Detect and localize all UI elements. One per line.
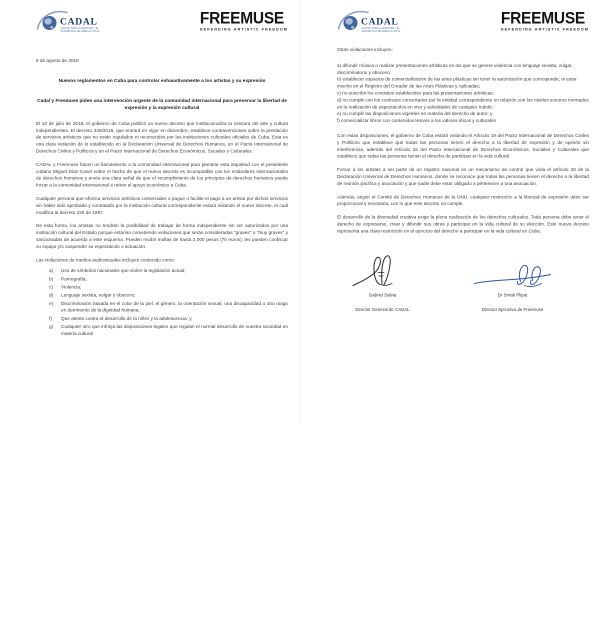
signer-title: Director Ejecutivo de Freemuse <box>481 307 544 313</box>
document-page-1 <box>0 0 300 424</box>
paragraph: De esta forma, los artistas no tendrán la posibilidad de trabajar de forma independiente sin ser autorizados por una institución cultural del Estado porque estarían cometiendo violaciones que serán consideradas "graves" o "muy graves" y sancionadas de acuerdo a este esquema. Pueden recibir multas de hasta 2,000 pesos (70 euros), les pueden confiscar su equipo y/o suspender su espectáculo o actuación. <box>36 222 288 249</box>
audiovisual-violations-list <box>36 267 288 337</box>
paragraph: Además, según el Comité de Derechos Humanos de la ONU, cualquier restricción a la libertad de expresión debe ser proporcional y necesaria, con lo que este decreto no cumple. <box>337 193 589 207</box>
freemuse-logo <box>500 8 589 33</box>
freemuse-logo <box>199 8 288 33</box>
list-item: c) Violencia; <box>49 283 82 290</box>
freemuse-wordmark: FREEMUSE <box>199 8 284 28</box>
cadal-logo-icon <box>36 8 111 38</box>
cadal-logo-icon <box>337 8 412 38</box>
cadal-logo <box>36 8 111 40</box>
freemuse-wordmark: FREEMUSE <box>500 8 585 28</box>
list-item: a) Uso de símbolos nacionales que violen la legislación actual; <box>49 267 186 274</box>
subheadline: Cadal y Freemuse piden una intervención urgente de la comunidad internacional para preservar la libertad de expresión y la expresión cultural <box>37 97 287 111</box>
svg-text:CENTRO PARA LA APERTURA Y EL: CENTRO PARA LA APERTURA Y EL <box>361 28 400 30</box>
list-item: e) no cumplir las disposiciones vigentes en materia del derecho de autor; y <box>337 110 493 117</box>
freemuse-tagline: DEFENDING ARTISTIC FREEDOM <box>500 27 589 32</box>
svg-text:CENTRO PARA LA APERTURA Y EL: CENTRO PARA LA APERTURA Y EL <box>60 28 99 30</box>
list-item: f) Que atente contra el desarrollo de la niñez y la adolescencia; y <box>49 315 192 321</box>
document-date: 6 de agosto de 2018 <box>36 57 79 63</box>
violations-list-intro: Las violaciones de medios audiovisuales incluyen contenido como: <box>36 256 175 263</box>
page2-header <box>337 8 589 38</box>
signature-cadal <box>340 251 425 313</box>
signer-name: Dr Srirak Plipat <box>497 292 528 298</box>
list-item: d) no cumplir con los contratos concertados por la entidad correspondiente en relación con los niveles sonoros normados en la realización de espectáculos en vivo y actividades de cualquier índole; <box>337 96 589 110</box>
headline: Nuevos reglamentos en Cuba para controlar exhaustivamente a los artistas y su expresión <box>58 77 266 84</box>
srirak-plipat-signature-icon <box>465 251 560 290</box>
list-item: a) difundir música o realizar presentaciones artísticas en las que se genere violencia con lenguaje sexista, vulgar, discriminatorio y obsceno; <box>337 62 573 75</box>
paragraph: Forzar a los artistas a ser parte de un registro nacional es un mecanismo de control que viola el artículo 20 de la Declaración Universal de Derechos Humanos, donde se reconoce que todas las personas tienen el derecho a la libertad de reunión pacífica y asociación y que nadie debe estar obligado a pertenecer a una asociación. <box>337 166 589 186</box>
signer-title: Director General de CADAL <box>355 307 410 313</box>
svg-text:DESARROLLO DE AMÉRICA LATINA: DESARROLLO DE AMÉRICA LATINA <box>60 31 100 33</box>
list-item: g) Cualquier otro que infrinja las disposiciones legales que regulan el normal desarrollo de nuestra sociedad en materia cultural <box>49 323 288 336</box>
list-item: c) no suscribir los contratos establecidos para las presentaciones artísticas; <box>337 89 494 96</box>
signature-block <box>337 251 589 313</box>
signature-freemuse <box>465 251 560 313</box>
document-page-2 <box>300 0 600 424</box>
gabriel-salvia-signature-icon <box>340 251 425 290</box>
paragraph: CADAL y Freemuse hacen un llamamiento a la comunidad internacional para plantear esta inquietud con el presidente cubano Miguel Díaz-Canel sobre el hecho de que el nuevo decreto es incompatible con los estándares internacionales de derechos humanos y envía una clara señal de que el incumplimiento de los principios de derechos humanos puede forzar a la comunidad internacional a retirar el apoyo económico a Cuba. <box>36 161 288 188</box>
paragraph: El desarrollo de la diversidad creativa exige la plena realización de los derechos culturales. Toda persona debe tener el derecho de expresarse, crear y difundir sus obras y participar en la vida cultural de su elección. Este nuevo decreto representa una clara restricción en el ejercicio del derecho a participar en la vida cultural en Cuba. <box>337 214 589 234</box>
paragraph: Cualquier persona que ofrezca servicios artísticos comerciales o pague o facilite el pago a un artista por dichos servicios sin haber sido aprobado y contratado por la institución cultural correspondiente estará violando el nuevo decreto, el cual modifica al decreto 226 de 1997. <box>36 195 288 215</box>
list-item: e) Discriminación basada en el color de la piel, el género, la orientación sexual, una discapacidad u otro rasgo en detrimento de la dignidad humana; <box>49 300 288 313</box>
svg-text:CADAL: CADAL <box>361 17 399 28</box>
paragraph: Con estas disposiciones, el gobierno de Cuba estará violando el Artículo 19 del Pacto Internacional de Derechos Civiles y Políticos que establece que todas las personas tienen el derecho a la libertad de expresión y de opinión sin interferencia, además del Artículo 15 del Pacto Internacional de Derechos Económicos, Sociales y Culturales que establece que todas las personas tienen el derecho de participar en la vida cultural. <box>337 132 589 159</box>
list-item: b) establecer espacios de comercialización de las artes plásticas sin tener la autorización que corresponde, ni estar inscrito en el Registro del Creador de las Artes Plásticas y Aplicadas; <box>337 76 577 89</box>
page1-header <box>36 8 288 38</box>
freemuse-tagline: DEFENDING ARTISTIC FREEDOM <box>199 27 288 32</box>
svg-text:CADAL: CADAL <box>60 17 98 28</box>
cadal-logo <box>337 8 412 40</box>
list-item: b) Pornografía; <box>49 275 87 282</box>
paragraph: El 10 de julio de 2018, el gobierno de Cuba publicó un nuevo decreto que institucionaliza la censura del arte y cultura independientes. El decreto 349/2018, que entrará en vigor en diciembre, establece contravenciones sobre la prestación de servicios artísticos que no están regulados ni reconocidos por las instituciones culturales oficiales de Cuba. Esta es una clara violación de lo establecido en la Declaración Universal de Derechos Humanos, en el Pacto Internacional de Derechos Civiles y Políticos y en el Pacto Internacional de Derechos Económicos, Sociales y Culturales. <box>36 120 288 154</box>
signer-name: Gabriel Salvia <box>368 292 397 298</box>
svg-text:DESARROLLO DE AMÉRICA LATINA: DESARROLLO DE AMÉRICA LATINA <box>361 31 401 33</box>
list-item: d) Lenguaje sexista, vulgar y obsceno; <box>49 292 136 298</box>
list-item: f) comercializar libros con contenidos lesivos a los valores éticos y culturales <box>337 117 496 124</box>
other-violations-list <box>337 62 589 124</box>
other-violations-intro: Otras violaciones incluyen: <box>337 46 393 52</box>
